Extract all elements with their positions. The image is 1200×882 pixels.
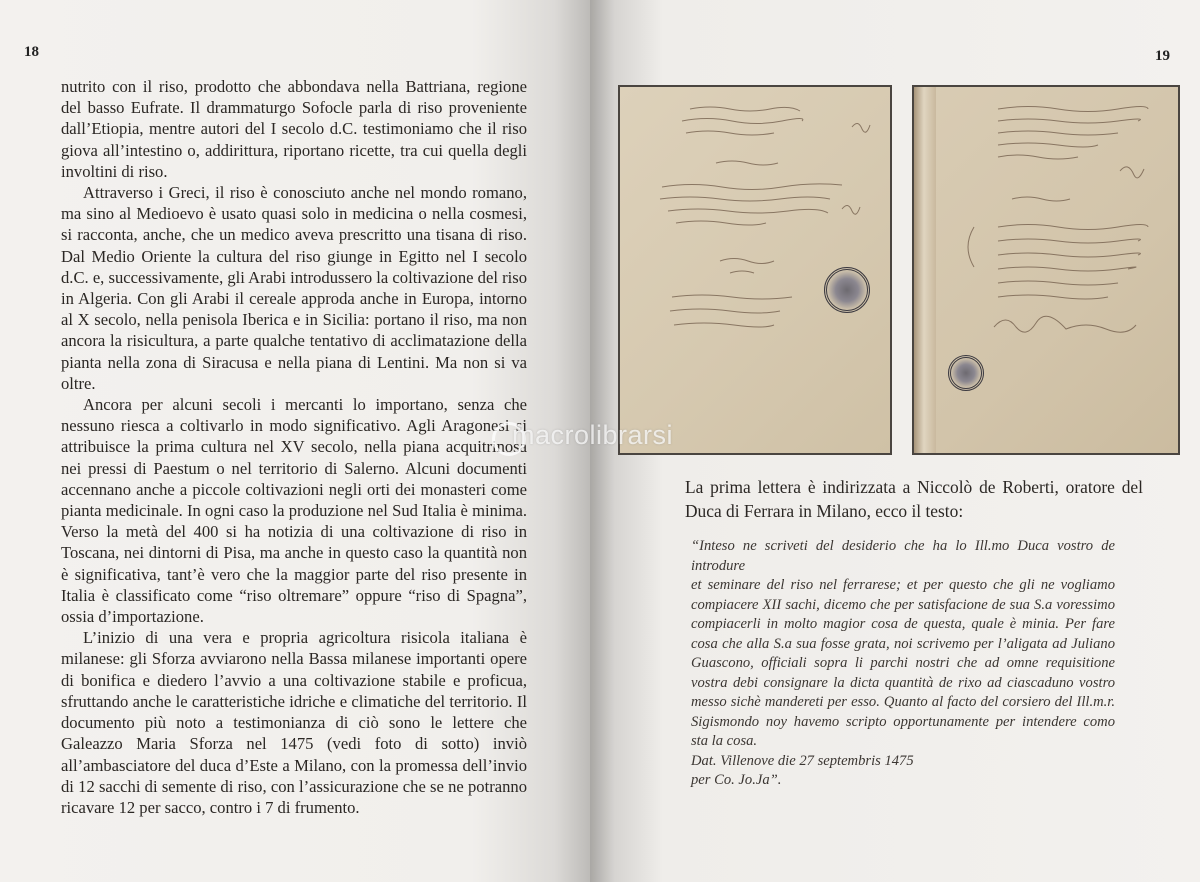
watermark: macrolibrarsi xyxy=(512,420,674,450)
paragraph: nutrito con il riso, prodotto che abbondava nella Battriana, regione del basso Eufrate. Il drammaturgo Sofocle parla di riso proveniente dall’Etiopia, mentre autori del I secolo d.C. testimoniamo che il riso giova all’intestino o, addirittura, riportano ricette, tra cui quella degli involtini di riso. xyxy=(61,77,527,181)
quote-line: compiacerli in molto magior cosa de questa, quale è minia. Per fare xyxy=(691,616,1115,632)
quote-line: Guascono, officiali sopra li parchi nostri che ad omne requisitione xyxy=(691,655,1115,671)
paragraph: L’inizio di una vera e propria agricoltura risicola italiana è milanese: gli Sforza avviarono nella Bassa milanese importanti opere di bonifica e diedero l’avvio a una coltivazione stabile e proficua, sfruttando anche le caratteristiche idriche e climatiche del territorio. Il documento più noto a testimonianza di ciò sono le lettere che Galeazzo Maria Sforza nel 1475 (vedi foto di sotto) inviò all’ambasciatore del duca d’Este a Milano, con la promessa dell’invio di 12 sacchi di semente di riso, con l’assicurazione che se ne potranno ricavare 12 per sacco, contro i 7 di frumento. xyxy=(61,628,527,817)
right-page xyxy=(590,0,1200,882)
intro-paragraph: La prima lettera è indirizzata a Niccolò de Roberti, oratore del Duca di Ferrara in Milano, ecco il testo: xyxy=(685,477,1143,521)
body-text xyxy=(61,76,527,818)
letter-quote xyxy=(691,537,1115,791)
seal-stamp xyxy=(824,267,870,313)
seal-stamp xyxy=(948,355,984,391)
paragraph: Ancora per alcuni secoli i mercanti lo importano, senza che nessuno riesca a coltivarlo in modo significativo. Agli Aragonesi si attribuisce la prima cultura nel XV secolo, nella piana acquitrinosa nei pressi di Paestum o nel territorio di Salerno. Alcuni documenti accennano anche a piccole coltivazioni negli orti dei monasteri come pianta medicinale. In ogni caso la produzione nel Sud Italia è minima. Verso la metà del 400 si ha notizia di una coltivazione di riso in Toscana, nei dintorni di Pisa, ma anche in questo caso la quantità non è significativa, tant’è vero che la maggior parte del riso presente in Italia è classificato come “riso oltremare” oppure “riso di Spagna”, ossia d’importazione. xyxy=(61,395,527,627)
page-number-left: 18 xyxy=(24,44,39,60)
quote-line: compiacere XII sachi, dicemo che per satisfacione de sua S.a voressimo xyxy=(691,596,1115,613)
quote-line: messo sichè mandereti per esso. Quanto al facto del corsiero del Ill.m.r. xyxy=(691,694,1115,710)
quote-line: Sigismondo noy havemo scripto opportunamente per intendere como xyxy=(691,713,1115,730)
quote-line: vostra debi consignare la dicta quantità de rixo ad ciascaduno vostro xyxy=(691,674,1115,691)
quote-line: Dat. Villenove die 27 septembris 1475 xyxy=(691,752,914,769)
quote-line: sta la cosa. xyxy=(691,733,758,749)
quote-line: per Co. Jo.Ja”. xyxy=(691,772,782,788)
manuscript-photo-1 xyxy=(618,85,892,455)
quote-line: et seminare del riso nel ferrarese; et per questo che gli ne vogliamo xyxy=(691,577,1115,593)
quote-line: cosa che alla S.a sua fosse grata, noi scrivemo per l’aligata ad Juliano xyxy=(691,635,1115,652)
paragraph: Attraverso i Greci, il riso è conosciuto anche nel mondo romano, ma sino al Medioevo è usato quasi solo in medicina o nella cosmesi, si racconta, anche, che un medico aveva prescritto una tisana di riso. Dal Medio Oriente la cultura del riso giunge in Egitto nel I secolo d.C. e, successivamente, gli Arabi introdussero la coltivazione del riso in Algeria. Con gli Arabi il cereale approda anche in Europa, intorno al X secolo, nella penisola Iberica e in Sicilia: portano il riso, ma non ancora la risicultura, a parte qualche tentativo di acclimatazione della pianta nella zona di Siracusa e nella piana di Lentini. Ma non si va oltre. xyxy=(61,183,527,393)
handwriting-illustration xyxy=(914,87,1180,455)
quote-line: “Inteso ne scriveti del desiderio che ha lo Ill.mo Duca vostro de introdure xyxy=(691,538,1115,574)
manuscript-photo-2 xyxy=(912,85,1180,455)
page-number-right: 19 xyxy=(1155,48,1170,64)
